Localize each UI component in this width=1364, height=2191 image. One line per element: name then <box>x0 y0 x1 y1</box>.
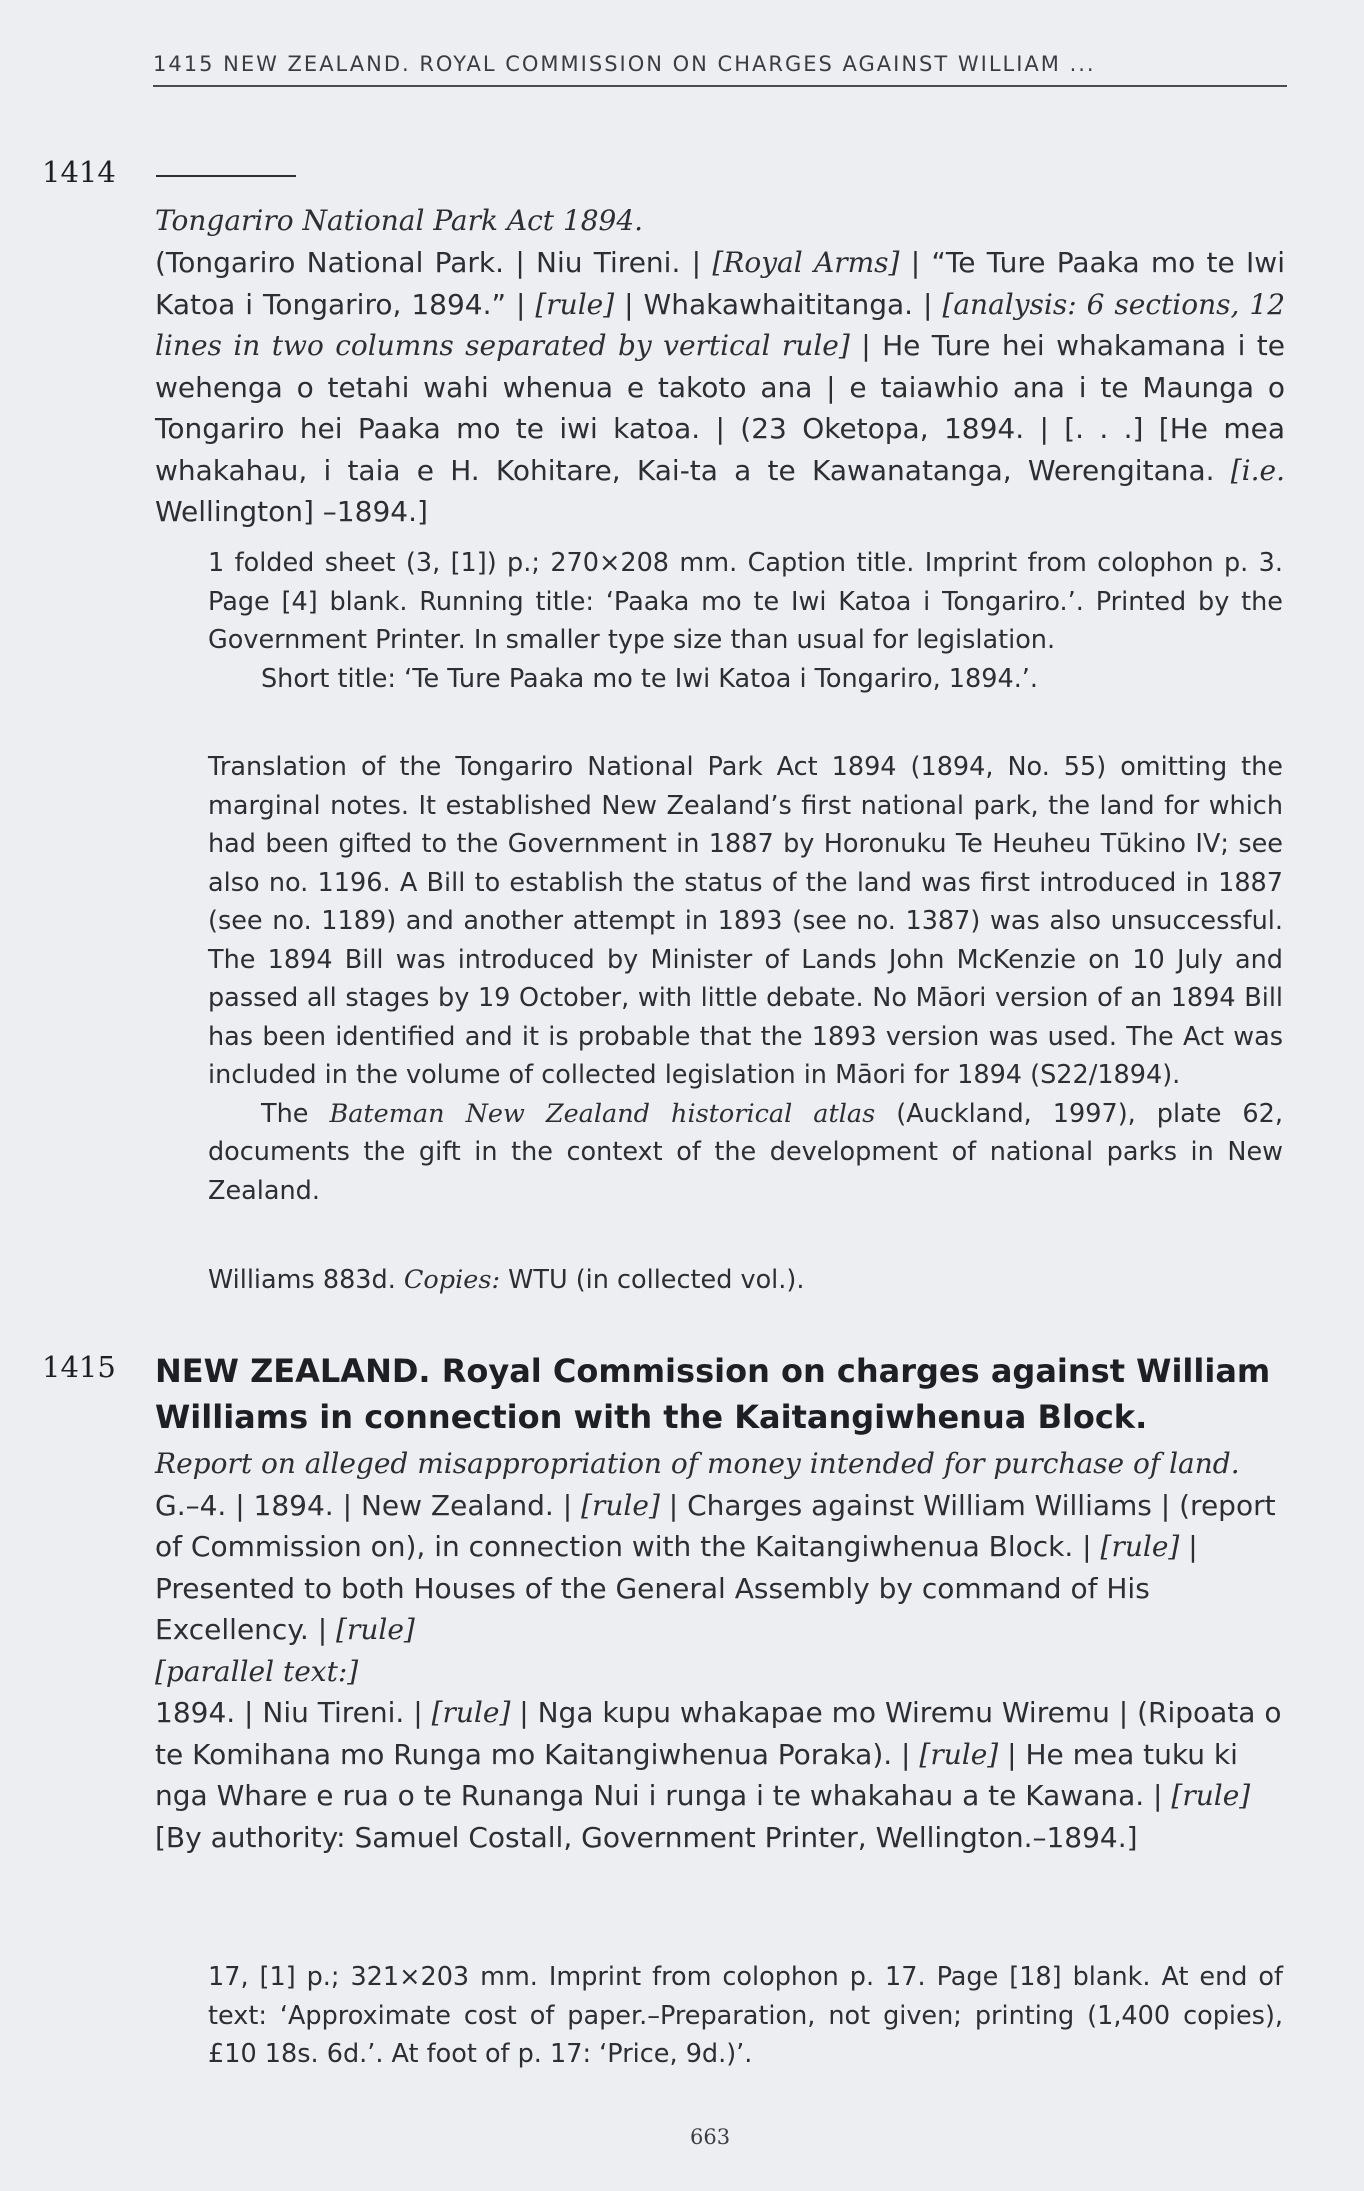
entry-1415-description-b: 1894. | Niu Tireni. | [rule] | Nga kupu whakapae mo Wiremu Wiremu | (Ripoata o te Komihana mo Runga mo Kaitangiwhenua Poraka). | [rule] | He mea tuku ki nga Whare e rua o te Runanga Nui i runga i te whakahau a te Kawana. | [rule] [By authority: Samuel Costall, Government Printer, Wellington.–1894.] <box>155 1696 1282 1854</box>
entry-number-1414: 1414 <box>42 155 116 189</box>
italic-segment: [rule] <box>431 1696 511 1729</box>
running-head: 1415 NEW ZEALAND. ROYAL COMMISSION ON CHARGES AGAINST WILLIAM ... <box>153 52 1096 76</box>
italic-segment: [rule] <box>336 1613 415 1646</box>
page-number: 663 <box>690 2125 731 2149</box>
entry-1414-description: (Tongariro National Park. | Niu Tireni. | [Royal Arms] | “Te Ture Paaka mo te Iwi Katoa i Tongariro, 1894.” | [rule] | Whakawhaititanga. | [analysis: 6 sections, 12 lines in two columns separated by vertical rule] | He Ture hei whakamana i te wehenga o tetahi wahi whenua e takoto ana | e taiawhio ana i te Maunga o Tongariro hei Paaka mo te iwi katoa. | (23 Oketopa, 1894. | [. . .] [He mea whakahau, i taia e H. Kohitare, Kai-ta a te Kawanatanga, Werengitana. [i.e. Wellington] –1894.] <box>155 246 1286 528</box>
entry-1415-description-a: G.–4. | 1894. | New Zealand. | [rule] | Charges against William Williams | (report of Commission on), in connection with the Kaitangiwhenua Block. | [rule] | Presented to both Houses of the General Assembly by command of His Excellency. | [rule] <box>155 1488 1276 1646</box>
entry-number-1415: 1415 <box>42 1350 116 1384</box>
entry-1414-atlas-note: The Bateman New Zealand historical atlas (Auckland, 1997), plate 62, documents the gift in the context of the development of national parks in New Zealand. <box>208 1098 1283 1206</box>
running-head-rule <box>153 85 1287 87</box>
entry-1414-title: Tongariro National Park Act 1894. <box>155 204 644 237</box>
italic-segment: [Royal Arms] <box>712 246 900 279</box>
entry-1415-heading: NEW ZEALAND. Royal Commission on charges against William Williams in connection with the Kaitangiwhenua Block. <box>155 1352 1271 1436</box>
italic-segment: Copies: <box>403 1265 501 1295</box>
entry-1414-collation-text: 1 folded sheet (3, [1]) p.; 270×208 mm. Caption title. Imprint from colophon p. 3. Page [4] blank. Running title: ‘Paaka mo te Iwi Katoa i Tongariro.’. Printed by the Government Printer. In smaller type size than usual for legislation. <box>208 548 1283 655</box>
entry-1414-notes <box>208 748 1283 1210</box>
entry-1414-collation <box>208 544 1283 698</box>
italic-segment: Bateman New Zealand historical atlas <box>329 1098 876 1129</box>
italic-segment: [analysis: 6 sections, 12 lines in two columns separated by vertical rule] <box>155 287 1286 362</box>
italic-segment: [i.e. <box>1230 453 1285 487</box>
italic-segment: [rule] <box>535 287 615 321</box>
italic-segment: [rule] <box>1100 1530 1180 1563</box>
entry-1415-body <box>155 1443 1285 1858</box>
entry-1415-collation: 17, [1] p.; 321×203 mm. Imprint from colophon p. 17. Page [18] blank. At end of text: ‘Approximate cost of paper.–Preparation, not given; printing (1,400 copies), £10 18s. 6d.’. At foot of p. 17: ‘Price, 9d.)’. <box>208 1962 1283 2069</box>
entry-1414-references: Williams 883d. Copies: WTU (in collected vol.). <box>208 1265 805 1295</box>
entry-1415-title: Report on alleged misappropriation of money intended for purchase of land. <box>155 1447 1240 1480</box>
italic-segment: [rule] <box>581 1488 660 1522</box>
entry-1415-parallel-label: [parallel text:] <box>155 1654 359 1688</box>
entry-dash-rule <box>156 175 296 177</box>
entry-1414-short-title: Short title: ‘Te Ture Paaka mo te Iwi Katoa i Tongariro, 1894.’. <box>261 663 1039 694</box>
entry-1414-note: Translation of the Tongariro National Park Act 1894 (1894, No. 55) omitting the marginal notes. It established New Zealand’s first national park, the land for which had been gifted to the Government in 1887 by Horonuku Te Heuheu Tūkino IV; see also no. 1196. A Bill to establish the status of the land was first introduced in 1887 (see no. 1189) and another attempt in 1893 (see no. 1387) was also unsuccessful. The 1894 Bill was introduced by Minister of Lands John McKenzie on 10 July and passed all stages by 19 October, with little debate. No Māori version of an 1894 Bill has been identified and it is probable that the 1893 version was used. The Act was included in the volume of collected legislation in Māori for 1894 (S22/1894). <box>208 752 1283 1090</box>
italic-segment: [rule] <box>919 1737 999 1771</box>
italic-segment: [rule] <box>1171 1779 1251 1812</box>
